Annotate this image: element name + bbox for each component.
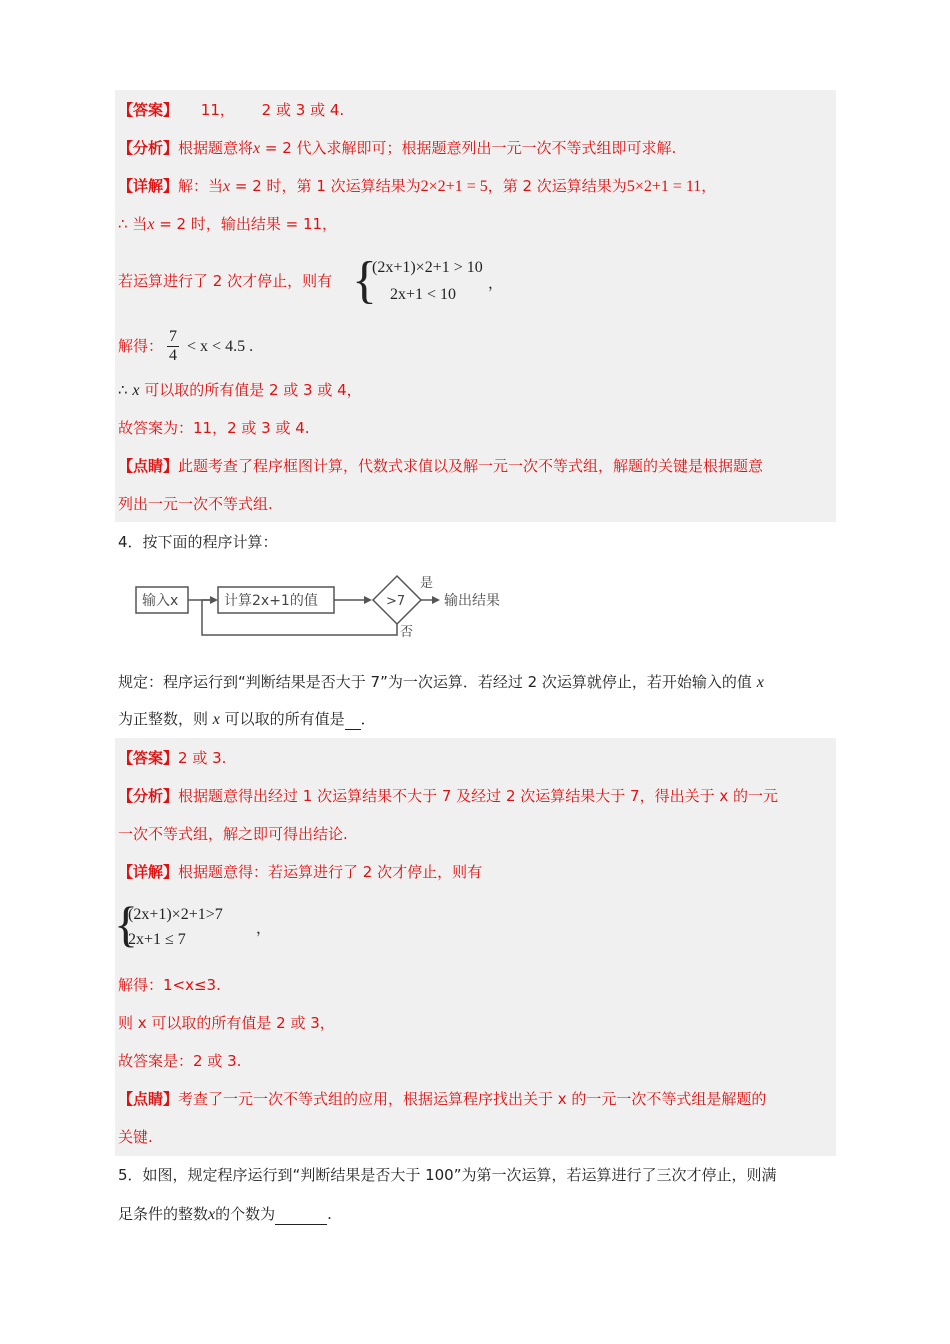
q4-analysis-line2: 一次不等式组，解之即可得出结论. xyxy=(118,825,348,843)
q4-comment-line2: 关键. xyxy=(118,1128,153,1146)
q4-answer-line: 【答案】2 或 3. xyxy=(118,749,227,767)
flow-compute-label: 计算2x+1的值 xyxy=(224,593,318,609)
q3-solve-line: 解得： $\frac{7}{4}$ < x < 4.5 . xyxy=(118,328,254,364)
analysis-tag: 【分析】 xyxy=(118,139,179,157)
q3-detail-line1: 【详解】解：当x = 2 时，第 1 次运算结果为2×2+1 = 5，第 2 次运算结果为5×2+1 = 11， xyxy=(118,177,717,195)
arrowhead-judge xyxy=(364,596,372,604)
q4-solve-line: 解得：1<x≤3. xyxy=(118,976,221,994)
q3-comment-line2: 列出一元一次不等式组. xyxy=(118,495,273,513)
q4-rule-line2: 为正整数，则 x 可以取的所有值是 ． xyxy=(118,710,376,728)
comment-tag: 【点睛】 xyxy=(118,1090,179,1108)
q5-stem-line2: 足条件的整数x的个数为 . xyxy=(118,1205,332,1223)
q4-rule-line1: 规定：程序运行到“判断结果是否大于 7”为一次运算．若经过 2 次运算就停止，若开始输入的值 x xyxy=(118,673,764,691)
q4-analysis-line1: 【分析】根据题意得出经过 1 次运算结果不大于 7 及经过 2 次运算结果大于 7，得出关于 x 的一元 xyxy=(118,787,778,805)
q3-result-line: 故答案为：11，2 或 3 或 4. xyxy=(118,419,310,437)
comment-tag: 【点睛】 xyxy=(118,457,179,475)
q4-system-end: ， xyxy=(256,919,272,937)
q4-stem: 4．按下面的程序计算： xyxy=(118,533,278,551)
flow-output-label: 输出结果 xyxy=(444,593,500,609)
q4-detail-line: 【详解】根据题意得：若运算进行了 2 次才停止，则有 xyxy=(118,863,483,881)
flow-yes-label: 是 xyxy=(420,576,434,591)
q4-result-line: 故答案是：2 或 3. xyxy=(118,1052,242,1070)
q4-values-line: 则 x 可以取的所有值是 2 或 3， xyxy=(118,1014,335,1032)
q3-answer-line: 【答案】 11， 2 或 3 或 4. xyxy=(118,101,345,119)
analysis-tag: 【分析】 xyxy=(118,787,179,805)
answer-blank xyxy=(345,709,361,730)
q3-analysis-line: 【分析】根据题意将x = 2 代入求解即可；根据题意列出一元一次不等式组即可求解. xyxy=(118,139,677,157)
flow-input-label: 输入x xyxy=(142,593,179,609)
seven-quarters-fraction: $\frac{7}{4}$ xyxy=(169,328,178,364)
answer-blank xyxy=(275,1204,327,1225)
q3-system-eq1: (2x+1)×2+1 > 10 xyxy=(372,259,483,276)
arrowhead-compute xyxy=(210,596,218,604)
flow-judge-label: >7 xyxy=(386,594,406,609)
arrowhead-output xyxy=(432,596,440,604)
answer-tag: 【答案】 xyxy=(118,101,179,119)
q3-system-brace: { xyxy=(352,252,377,309)
q3-detail-line2: ∴ 当x = 2 时，输出结果 = 11， xyxy=(118,215,338,233)
q5-stem-line1: 5．如图，规定程序运行到“判断结果是否大于 100”为第一次运算，若运算进行了三次才停止，则满 xyxy=(118,1166,777,1184)
flow-no-label: 否 xyxy=(400,625,414,640)
detail-tag: 【详解】 xyxy=(118,177,179,195)
q4-comment-line1: 【点睛】考查了一元一次不等式组的应用，根据运算程序找出关于 x 的一元一次不等式组是解题的 xyxy=(118,1090,767,1108)
q3-system-eq2: 2x+1 < 10 xyxy=(390,286,457,303)
q3-values-line: ∴ x 可以取的所有值是 2 或 3 或 4， xyxy=(118,381,362,399)
q4-system-eq2: 2x+1 ≤ 7 xyxy=(128,931,186,948)
q3-comment-line1: 【点睛】此题考查了程序框图计算，代数式求值以及解一元一次不等式组，解题的关键是根据题意 xyxy=(118,457,764,475)
q4-system-brace: { xyxy=(114,896,138,952)
answer-tag: 【答案】 xyxy=(118,749,179,767)
detail-tag: 【详解】 xyxy=(118,863,179,881)
q4-flowchart xyxy=(130,573,530,643)
q3-detail-line3: 若运算进行了 2 次才停止，则有 xyxy=(118,272,333,290)
q4-system-eq1: (2x+1)×2+1>7 xyxy=(128,906,223,923)
q3-system-end: ， xyxy=(488,274,504,292)
